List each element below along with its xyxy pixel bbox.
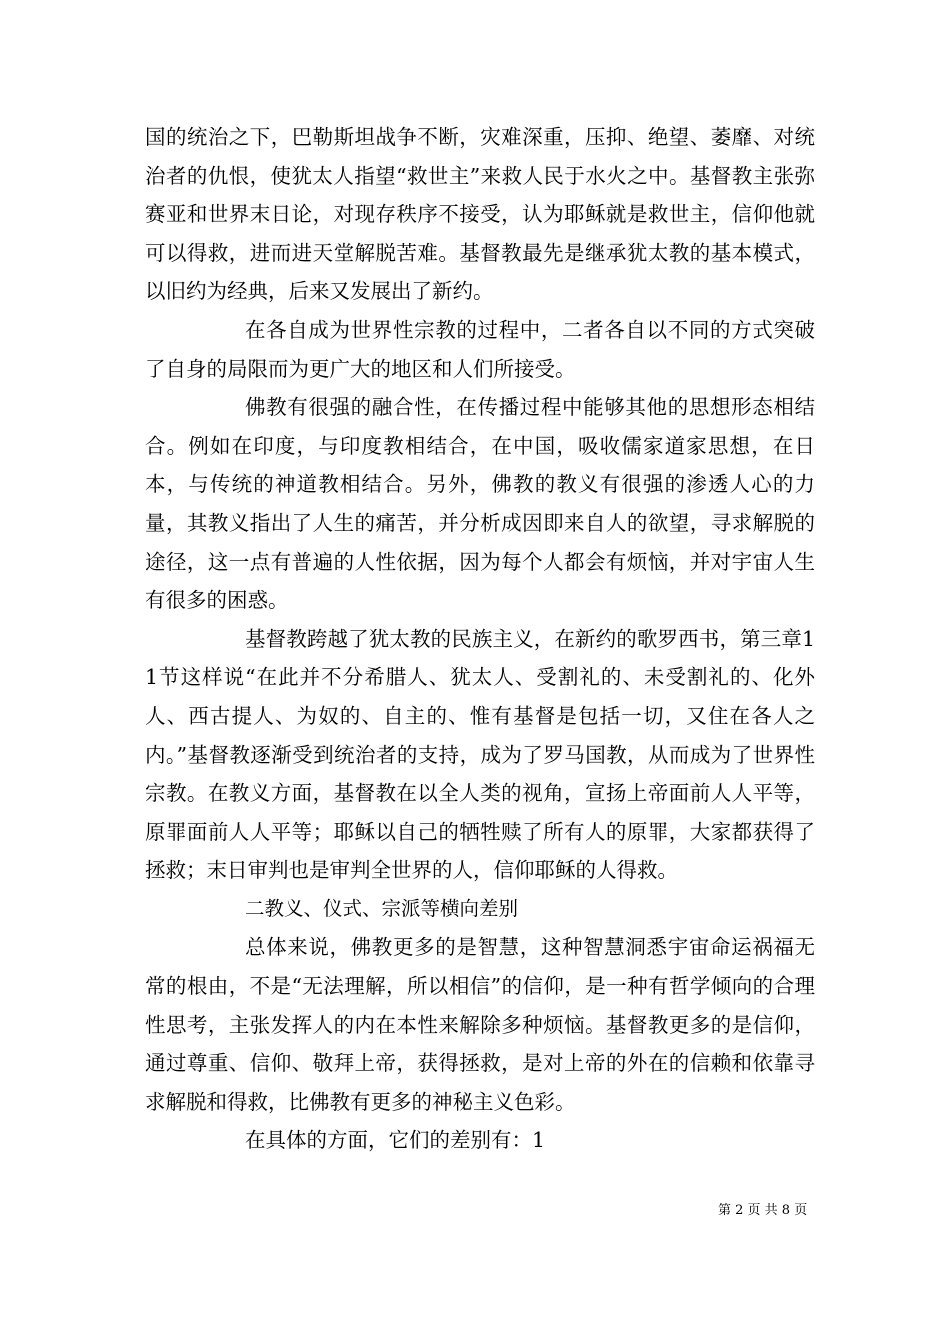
section-heading: 二教义、仪式、宗派等横向差别 <box>245 896 519 920</box>
document-page <box>145 118 815 1160</box>
paragraph-2: 在各自成为世界性宗教的过程中，二者各自以不同的方式突破了自身的局限而为更广大的地区和人们所接受。 <box>145 317 815 381</box>
paragraph-5: 总体来说，佛教更多的是智慧，这种智慧洞悉宇宙命运祸福无常的根由，不是“无法理解，所以相信”的信仰，是一种有哲学倾向的合理性思考，主张发挥人的内在本性来解除多种烦恼。基督教更多的是信仰，通过尊重、信仰、敬拜上帝，获得拯救，是对上帝的外在的信赖和依靠寻求解脱和得救，比佛教有更多的神秘主义色彩。 <box>145 935 815 1114</box>
paragraph-3: 佛教有很强的融合性，在传播过程中能够其他的思想形态相结合。例如在印度，与印度教相结合，在中国，吸收儒家道家思想，在日本，与传统的神道教相结合。另外，佛教的教义有很强的渗透人心的力量，其教义指出了人生的痛苦，并分析成因即来自人的欲望，寻求解脱的途径，这一点有普遍的人性依据，因为每个人都会有烦恼，并对宇宙人生有很多的困惑。 <box>145 395 815 613</box>
paragraph-1: 国的统治之下，巴勒斯坦战争不断，灾难深重，压抑、绝望、萎靡、对统治者的仇恨，使犹太人指望“救世主”来救人民于水火之中。基督教主张弥赛亚和世界末日论，对现存秩序不接受，认为耶稣就是救世主，信仰他就可以得救，进而进天堂解脱苦难。基督教最先是继承犹太教的基本模式，以旧约为经典，后来又发展出了新约。 <box>145 125 815 304</box>
paragraph-4: 基督教跨越了犹太教的民族主义，在新约的歌罗西书，第三章11节这样说“在此并不分希腊人、犹太人、受割礼的、未受割礼的、化外人、西古提人、为奴的、自主的、惟有基督是包括一切，又住在各人之内。”基督教逐渐受到统治者的支持，成为了罗马国教，从而成为了世界性宗教。在教义方面，基督教在以全人类的视角，宣扬上帝面前人人平等，原罪面前人人平等；耶稣以自己的牺牲赎了所有人的原罪，大家都获得了拯救；末日审判也是审判全世界的人，信仰耶稣的人得救。 <box>145 626 815 883</box>
page-number-footer: 第 2 页 共 8 页 <box>718 1203 808 1218</box>
paragraph-6: 在具体的方面，它们的差别有：1 <box>245 1128 546 1153</box>
